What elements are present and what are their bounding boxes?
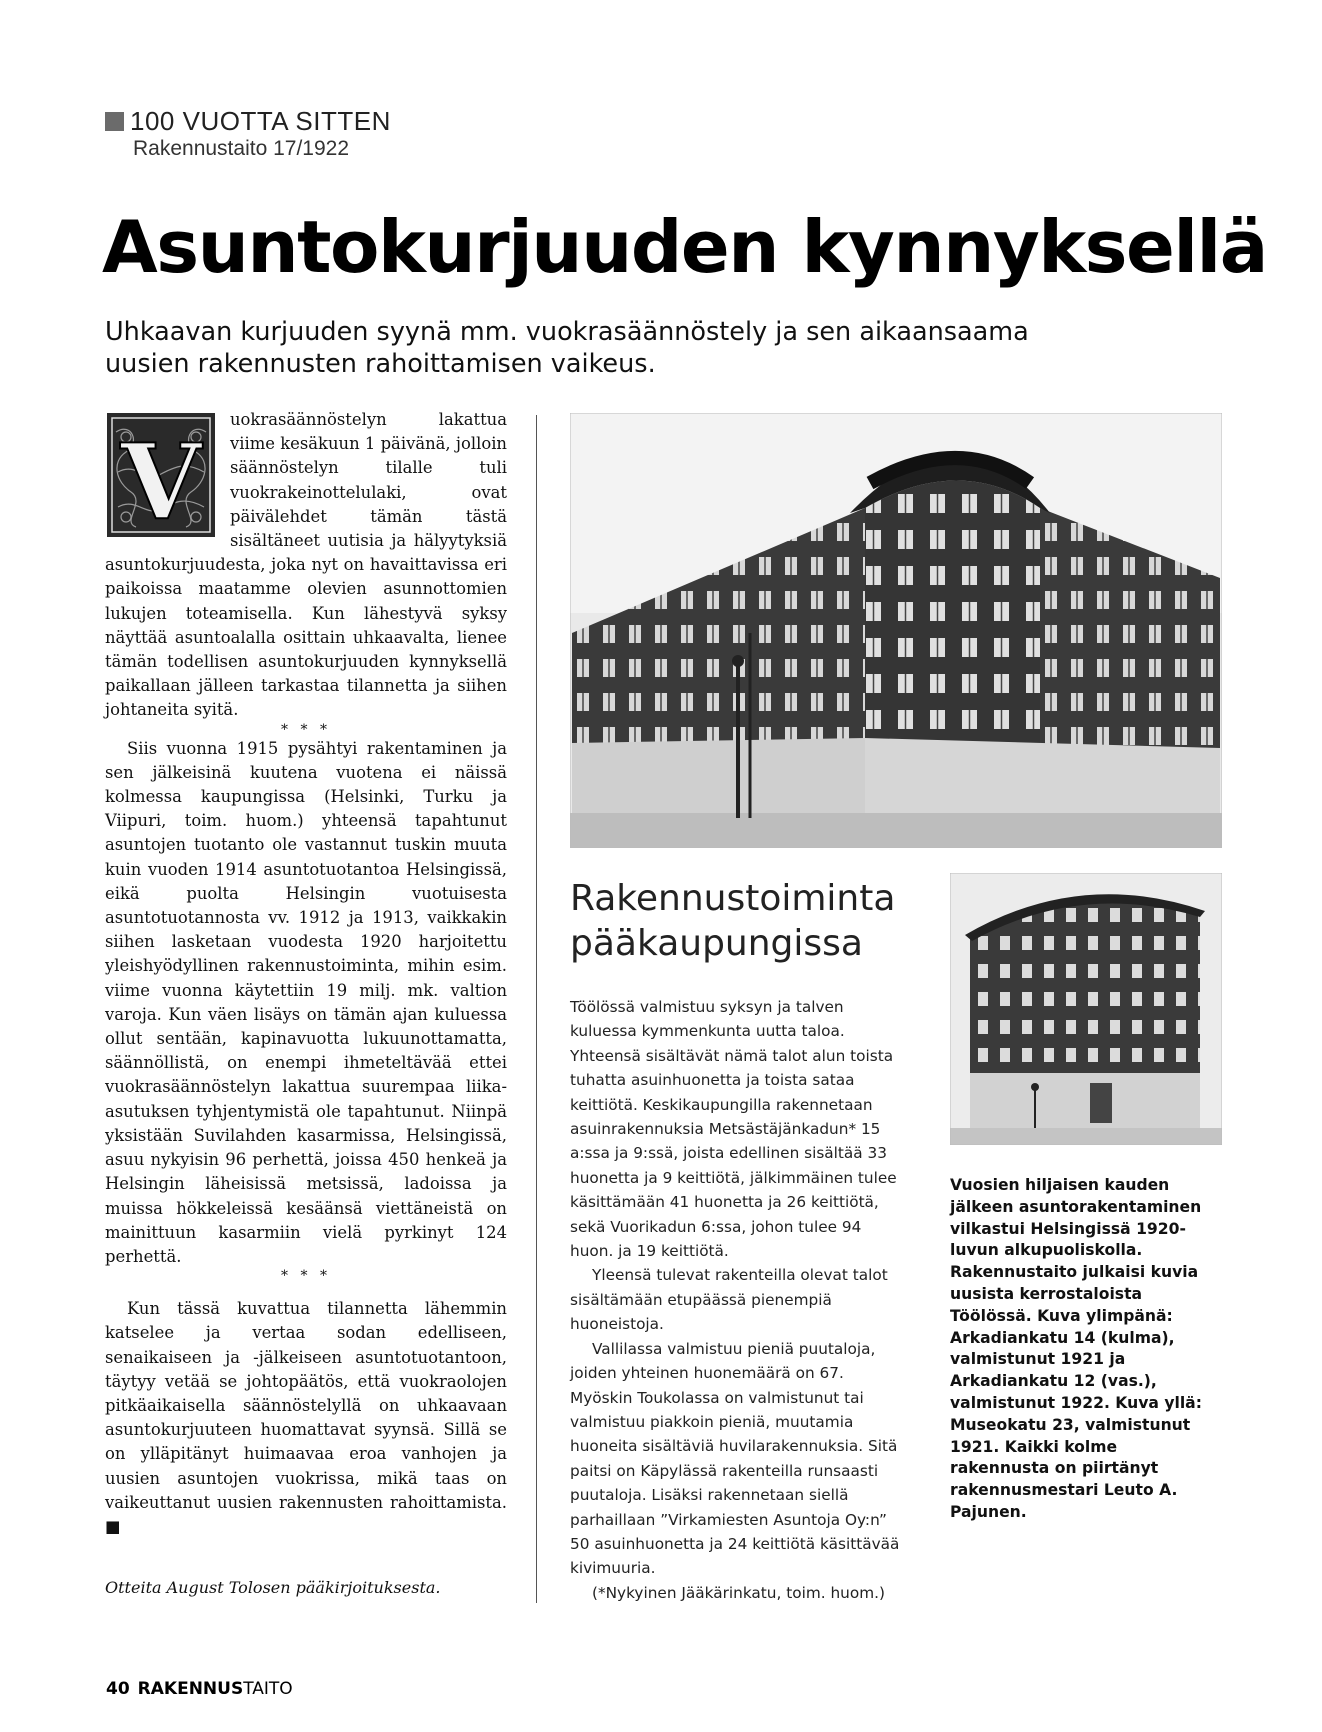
kicker-square-icon — [105, 112, 124, 131]
building-photo-arkadiankatu — [570, 413, 1222, 848]
section-kicker — [105, 106, 391, 137]
paragraph: Yleensä tulevat rakenteilla olevat talot sisältämään etupäässä pienempiä huoneistoja. — [570, 1266, 888, 1334]
dropcap-letter: V — [120, 420, 202, 538]
paragraph: Kun tässä kuvattua tilannetta lähemmin katselee ja vertaa sodan edelliseen, senaikaiseen ja -jälkeiseen asuntotuotantoon, täytyy vetää se johtopäätös, että vuokraolojen pitkäaikaisella säännöstelyllä on uhkaavaan asuntokurjuuteen huomattavat syynsä. Sillä se on ylläpitänyt huimaavaa eroa vanhojen ja uusien asuntojen vuokrissa, mikä taas on vaikeuttanut uusien rakennusten rahoittamista. ■ — [105, 1299, 507, 1536]
article-byline: Otteita August Tolosen pääkirjoituksesta. — [105, 1578, 441, 1597]
brand-name-bold: RAKENNUS — [137, 1679, 244, 1699]
section-break: * * * — [281, 1268, 331, 1285]
article-title: Asuntokurjuuden kynnyksellä — [102, 205, 1267, 289]
photo-caption: Vuosien hiljaisen kauden jälkeen asuntorakentaminen vilkastui Helsingissä 1920-luvun alkupuoliskolla. Rakennustaito julkaisi kuvia uusista kerrostaloista Töölössä. Kuva ylimpänä: Arkadiankatu 14 (kulma), valmistunut 1921 ja Arkadiankatu 12 (vas.), valmistunut 1922. Kuva yllä: Museokatu 23, valmistunut 1921. Kaikki kolme rakennusta on piirtänyt rakennusmestari Leuto A. Pajunen. — [950, 1176, 1202, 1521]
paragraph: uokrasäännöstelyn lakattua viime kesäkuun 1 päivänä, jolloin säännöstelyn tilalle tuli vuokrakeinottelulaki, ovat päivälehdet tämän tästä sisältäneet uutisia ja hälyytyksiä asuntokurjuudesta, joka nyt on havaittavissa eri paikoissa maatamme olevien asunnottomien lukujen toteamisella. Kun lähestyvä syksy näyttää asuntoalalla osittain uhkaavalta, lienee tämän todellisen asuntokurjuuden kynnyksellä paikallaan jälleen tarkastaa tilannetta ja siihen johtaneita syitä. — [105, 410, 507, 720]
building-photo-museokatu — [950, 873, 1222, 1145]
article-lead: Uhkaavan kurjuuden syynä mm. vuokrasäännöstely ja sen aikaansaama uusien rakennusten rahoittamisen vaikeus. — [105, 317, 1029, 379]
page-number: 40 — [106, 1679, 130, 1699]
sidebar-heading: Rakennustoiminta pääkaupungissa — [570, 878, 896, 964]
article-body — [105, 408, 507, 1539]
paragraph: Töölössä valmistuu syksyn ja talven kuluessa kymmenkunta uutta taloa. Yhteensä sisältävät nämä talot alun toista tuhatta asuinhuonetta ja toista sataa keittiötä. Keskikaupungilla rakennetaan asuinrakennuksia Metsästäjänkadun* 15 a:ssa ja 9:ssä, joista edellinen sisältää 33 huonetta ja 9 keittiötä, jälkimmäinen tulee käsittämään 41 huonetta ja 26 keittiötä, sekä Vuorikadun 6:ssa, johon tulee 94 huon. ja 19 keittiötä. — [570, 998, 897, 1261]
sidebar-body — [570, 995, 900, 1605]
kicker-text: 100 VUOTTA SITTEN — [130, 106, 391, 136]
source-reference: Rakennustaito 17/1922 — [133, 137, 349, 160]
column-divider — [536, 415, 537, 1603]
paragraph: Vallilassa valmistuu pieniä puutaloja, joiden yhteinen huonemäärä on 67. Myöskin Toukolassa on valmistunut tai valmistuu piakkoin pieniä, muutamia huoneita sisältäviä huvilarakennuksia. Sitä paitsi on Käpylässä rakenteilla runsaasti puutaloja. Lisäksi rakennetaan siellä parhaillaan ”Virkamiesten Asuntoja Oy:n” 50 asuinhuonetta ja 24 keittiötä käsittävää kivimuuria. — [570, 1339, 900, 1578]
brand-name-light: TAITO — [243, 1679, 293, 1699]
paragraph: Siis vuonna 1915 pysähtyi rakentaminen ja sen jälkeisinä kuutena vuotena ei näissä kolmessa kaupungissa (Helsinki, Turku ja Viipuri, toim. huom.) yhteensä tapahtunut asuntojen tuotanto ole vastannut tuskin muuta kuin vuoden 1914 asuntotuotantoa Helsingissä, eikä puolta Helsingin vuotuisesta asuntotuotannosta vv. 1912 ja 1913, vaikkakin siihen lasketaan vuodesta 1920 harjoitettu yleishyödyllinen rakennustoiminta, mihin esim. viime vuonna käytettiin 19 milj. mk. valtion varoja. Kun väen lisäys on tämän ajan kuluessa ollut sentään, kapinavuotta lukuunottamatta, säännöllistä, on enempi ihmeteltävää ettei vuokrasäännöstelyn lakattua suurempaa liika-asutuksen tyhjentymistä ole tapahtunut. Niinpä yksistään Suvilahden kasarmissa, Helsingissä, asuu nykyisin 96 perhettä, joissa 450 henkeä ja Helsingin läheisissä metsissä, ladoissa ja muissa hökkeleissä kesäänsä viettäneistä on mainittuun kasarmiin vielä pyrkinyt 124 perhettä. — [105, 738, 507, 1266]
page-footer — [106, 1679, 293, 1699]
paragraph: (*Nykyinen Jääkärinkatu, toim. huom.) — [592, 1583, 885, 1602]
ornamental-dropcap-icon — [106, 412, 216, 538]
section-break: * * * — [281, 721, 331, 738]
